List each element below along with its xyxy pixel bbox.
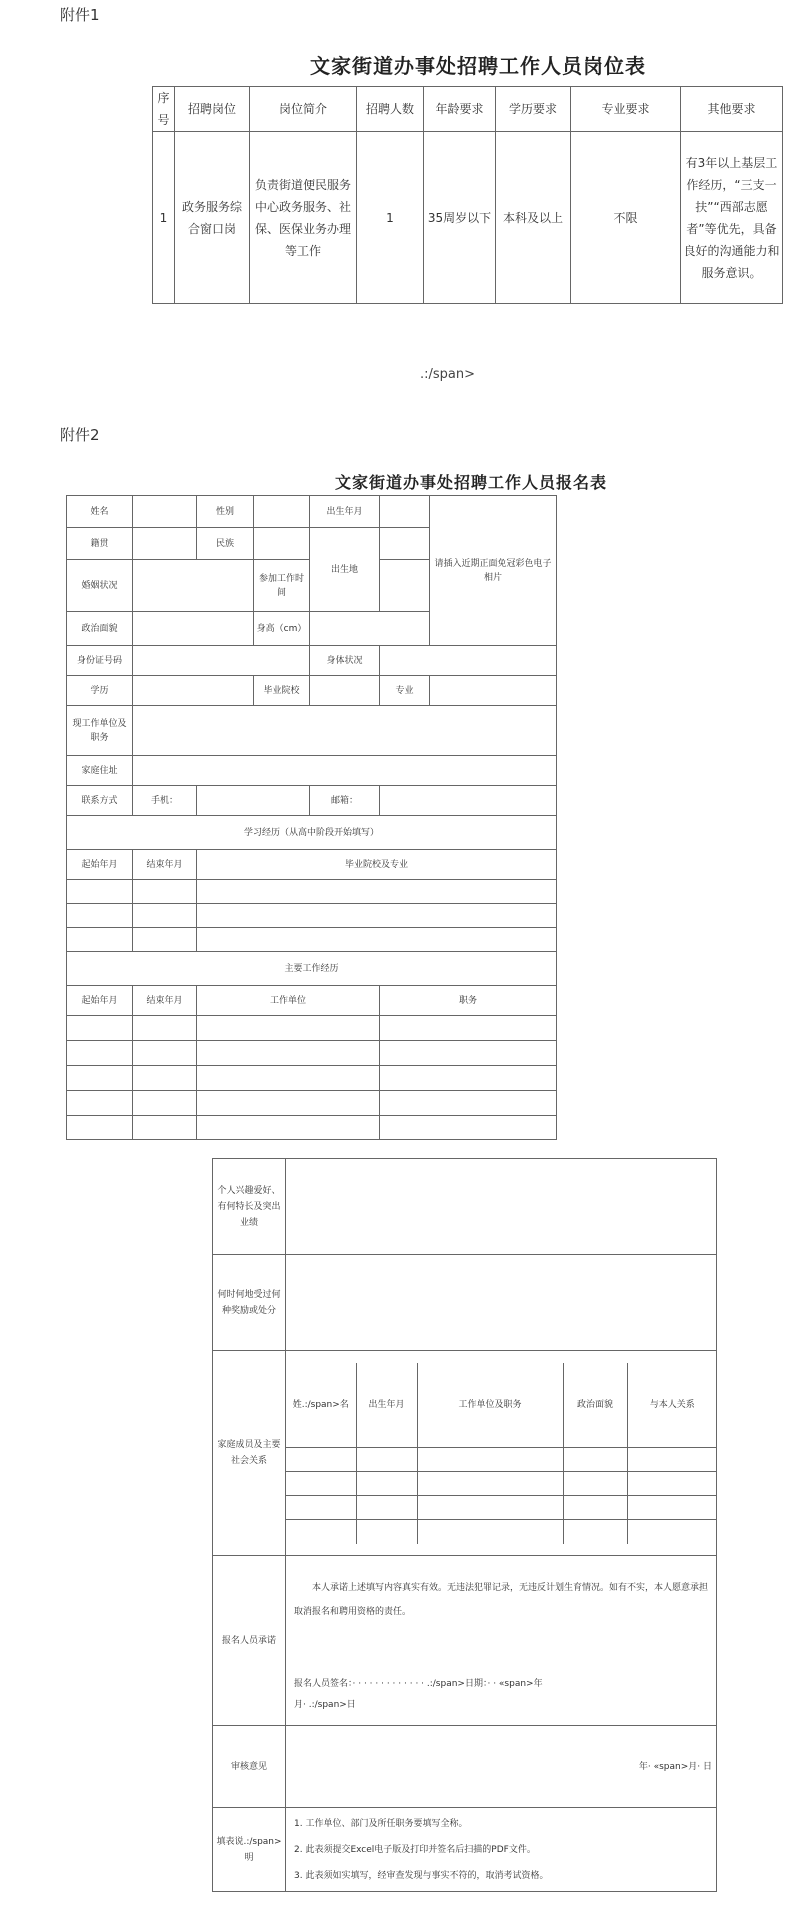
field-height[interactable]: [310, 612, 430, 646]
fill-note-item: 2. 此表须提交Excel电子版及打印并签名后扫描的PDF文件。: [294, 1844, 536, 1855]
family-cell-input[interactable]: [356, 1520, 417, 1544]
work-start-cell[interactable]: [67, 1091, 133, 1116]
study-start-cell[interactable]: [67, 928, 133, 952]
label-promise: 报名人员承诺: [213, 1556, 286, 1726]
work-position-cell[interactable]: [380, 1091, 557, 1116]
label-work-start: 参加工作时间: [254, 560, 310, 612]
field-current-unit[interactable]: [133, 706, 557, 756]
cell-age: 35周岁以下: [424, 132, 496, 304]
cell-other: 有3年以上基层工作经历，“三支一扶”“西部志愿者”等优先，具备良好的沟通能力和服务意识。: [681, 132, 783, 304]
label-health: 身体状况: [310, 646, 380, 676]
field-phone[interactable]: [197, 786, 310, 816]
fill-note-item: 3. 此表须如实填写，经审查发现与事实不符的，取消考试资格。: [294, 1870, 549, 1881]
work-col-end: 结束年月: [133, 986, 197, 1016]
field-hobby[interactable]: [286, 1159, 717, 1255]
work-col-start: 起始年月: [67, 986, 133, 1016]
col-header-major: 专业要求: [571, 87, 681, 132]
field-work-start[interactable]: [380, 560, 430, 612]
work-unit-cell[interactable]: [197, 1041, 380, 1066]
field-awards[interactable]: [286, 1255, 717, 1351]
work-end-cell[interactable]: [133, 1116, 197, 1140]
family-cell-input[interactable]: [356, 1472, 417, 1496]
col-header-age: 年龄要求: [424, 87, 496, 132]
cell-education: 本科及以上: [496, 132, 571, 304]
cell-description: 负责街道便民服务中心政务服务、社保、医保业务办理等工作: [250, 132, 357, 304]
photo-placeholder[interactable]: 请插入近期正面免冠彩色电子相片: [430, 496, 557, 646]
table-row: [153, 132, 783, 304]
field-marital[interactable]: [133, 560, 254, 612]
label-id-number: 身份证号码: [67, 646, 133, 676]
col-header-index: 序号: [153, 87, 175, 132]
study-col-school: 毕业院校及专业: [197, 850, 557, 880]
field-major[interactable]: [430, 676, 557, 706]
field-address[interactable]: [133, 756, 557, 786]
label-ethnic: 民族: [197, 528, 254, 560]
family-cell-input[interactable]: [563, 1472, 627, 1496]
position-table: [152, 86, 783, 304]
family-table: [286, 1363, 717, 1544]
work-end-cell[interactable]: [133, 1091, 197, 1116]
study-end-cell[interactable]: [133, 880, 197, 904]
family-cell-input[interactable]: [627, 1520, 717, 1544]
field-email[interactable]: [380, 786, 557, 816]
family-cell-input[interactable]: [356, 1448, 417, 1472]
label-political: 政治面貌: [67, 612, 133, 646]
application-form-continued: [212, 1158, 717, 1892]
field-gender[interactable]: [254, 496, 310, 528]
study-start-cell[interactable]: [67, 880, 133, 904]
family-cell-input[interactable]: [417, 1472, 563, 1496]
study-col-start: 起始年月: [67, 850, 133, 880]
field-birth[interactable]: [380, 496, 430, 528]
family-col-relation: 与本人关系: [627, 1363, 717, 1448]
signature-date[interactable]: 月· .:/span>日: [294, 1700, 356, 1710]
field-birthplace[interactable]: [380, 528, 430, 560]
field-ethnic[interactable]: [254, 528, 310, 560]
label-height: 身高（cm）: [254, 612, 310, 646]
work-col-unit: 工作单位: [197, 986, 380, 1016]
family-cell-input[interactable]: [356, 1496, 417, 1520]
study-end-cell[interactable]: [133, 904, 197, 928]
signature-line[interactable]: 报名人员签名：· · · · · · · · · · · · · .:/span>日期：· · «span>年: [294, 1679, 543, 1689]
family-cell-input[interactable]: [286, 1472, 356, 1496]
field-name[interactable]: [133, 496, 197, 528]
label-contact: 联系方式: [67, 786, 133, 816]
attachment2-label: 附件2: [60, 426, 100, 444]
family-cell-input[interactable]: [563, 1496, 627, 1520]
work-start-cell[interactable]: [67, 1041, 133, 1066]
label-school: 毕业院校: [254, 676, 310, 706]
promise-cell: [286, 1556, 717, 1726]
work-history-title: 主要工作经历: [67, 952, 557, 986]
family-cell-input[interactable]: [286, 1496, 356, 1520]
label-fill-notes: 填表说.:/span>明: [213, 1808, 286, 1892]
col-header-education: 学历要求: [496, 87, 571, 132]
label-address: 家庭住址: [67, 756, 133, 786]
family-cell-input[interactable]: [563, 1520, 627, 1544]
label-family: 家庭成员及主要社会关系: [213, 1351, 286, 1556]
work-unit-cell[interactable]: [197, 1091, 380, 1116]
span-note: .:/span>: [420, 367, 476, 382]
fill-note-item: 1. 工作单位、部门及所任职务要填写全称。: [294, 1818, 468, 1829]
application-form-table: [66, 495, 557, 1140]
work-end-cell[interactable]: [133, 1016, 197, 1041]
label-review: 审核意见: [213, 1726, 286, 1808]
col-header-position: 招聘岗位: [175, 87, 250, 132]
work-end-cell[interactable]: [133, 1041, 197, 1066]
label-name: 姓名: [67, 496, 133, 528]
field-native[interactable]: [133, 528, 197, 560]
work-end-cell[interactable]: [133, 1066, 197, 1091]
label-native: 籍贯: [67, 528, 133, 560]
family-cell-input[interactable]: [627, 1472, 717, 1496]
family-col-birth: 出生年月: [356, 1363, 417, 1448]
work-start-cell[interactable]: [67, 1066, 133, 1091]
col-header-description: 岗位简介: [250, 87, 357, 132]
col-header-other: 其他要求: [681, 87, 783, 132]
family-cell-input[interactable]: [417, 1496, 563, 1520]
cell-index: 1: [153, 132, 175, 304]
family-cell-input[interactable]: [627, 1448, 717, 1472]
field-health[interactable]: [380, 646, 557, 676]
cell-major: 不限: [571, 132, 681, 304]
family-col-political: 政治面貌: [563, 1363, 627, 1448]
label-current-unit: 现工作单位及职务: [67, 706, 133, 756]
work-position-cell[interactable]: [380, 1116, 557, 1140]
label-email: 邮箱：: [310, 786, 380, 816]
work-position-cell[interactable]: [380, 1041, 557, 1066]
field-education[interactable]: [133, 676, 254, 706]
work-start-cell[interactable]: [67, 1116, 133, 1140]
cell-position: 政务服务综合窗口岗: [175, 132, 250, 304]
work-position-cell[interactable]: [380, 1016, 557, 1041]
study-school-cell[interactable]: [197, 880, 557, 904]
label-phone: 手机：: [133, 786, 197, 816]
family-cell: [286, 1351, 717, 1556]
label-hobby: 个人兴趣爱好、有何特长及突出业绩: [213, 1159, 286, 1255]
label-education: 学历: [67, 676, 133, 706]
family-cell-input[interactable]: [627, 1496, 717, 1520]
work-unit-cell[interactable]: [197, 1066, 380, 1091]
work-position-cell[interactable]: [380, 1066, 557, 1091]
position-table-title: 文家街道办事处招聘工作人员岗位表: [310, 54, 646, 78]
fill-notes-cell: [286, 1808, 717, 1892]
review-cell[interactable]: [286, 1726, 717, 1808]
family-col-name: 姓.:/span>名: [286, 1363, 356, 1448]
label-marital: 婚姻状况: [67, 560, 133, 612]
study-school-cell[interactable]: [197, 904, 557, 928]
promise-text: 本人承诺上述填写内容真实有效。无违法犯罪记录，无违反计划生育情况。如有不实，本人愿意承担取消报名和聘用资格的责任。: [294, 1583, 709, 1617]
family-cell-input[interactable]: [286, 1448, 356, 1472]
col-header-count: 招聘人数: [357, 87, 424, 132]
family-cell-input[interactable]: [417, 1520, 563, 1544]
work-start-cell[interactable]: [67, 1016, 133, 1041]
cell-count: 1: [357, 132, 424, 304]
study-start-cell[interactable]: [67, 904, 133, 928]
family-cell-input[interactable]: [417, 1448, 563, 1472]
study-school-cell[interactable]: [197, 928, 557, 952]
study-col-end: 结束年月: [133, 850, 197, 880]
field-school[interactable]: [310, 676, 380, 706]
family-cell-input[interactable]: [286, 1520, 356, 1544]
study-history-title: 学习经历（从高中阶段开始填写）: [67, 816, 557, 850]
label-gender: 性别: [197, 496, 254, 528]
review-date: 年· «span>月· 日: [638, 1761, 712, 1772]
study-end-cell[interactable]: [133, 928, 197, 952]
label-birthplace: 出生地: [310, 528, 380, 612]
label-birth: 出生年月: [310, 496, 380, 528]
field-id-number[interactable]: [133, 646, 310, 676]
work-col-position: 职务: [380, 986, 557, 1016]
field-political[interactable]: [133, 612, 254, 646]
application-form-title: 文家街道办事处招聘工作人员报名表: [335, 473, 608, 492]
family-cell-input[interactable]: [563, 1448, 627, 1472]
family-col-unit: 工作单位及职务: [417, 1363, 563, 1448]
work-unit-cell[interactable]: [197, 1116, 380, 1140]
work-unit-cell[interactable]: [197, 1016, 380, 1041]
label-major: 专业: [380, 676, 430, 706]
attachment1-label: 附件1: [60, 6, 100, 24]
label-awards: 何时何地受过何种奖励或处分: [213, 1255, 286, 1351]
